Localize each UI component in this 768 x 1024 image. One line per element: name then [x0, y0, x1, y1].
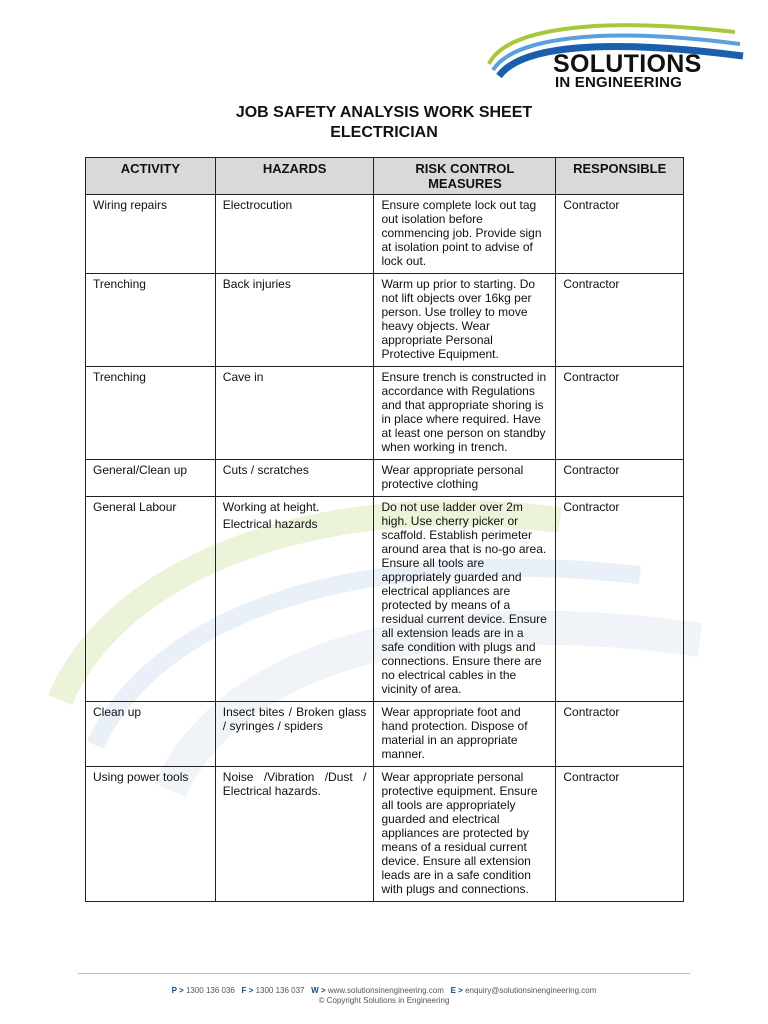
responsible-cell: Contractor: [556, 195, 684, 274]
activity-cell: General Labour: [86, 497, 216, 702]
measures-cell: Do not use ladder over 2m high. Use cherry picker or scaffold. Establish perimeter around area that is no-go area. Ensure all tools are appropriately guarded and electrical appliances are protected by means of a residual current device. Ensure all extension leads are in a safe condition with plugs and connections. Ensure there are no electrical cables in the vicinity of area.: [374, 497, 556, 702]
table-row: [86, 195, 684, 274]
table-row: [86, 367, 684, 460]
footer-copyright: © Copyright Solutions in Engineering: [318, 996, 450, 1005]
activity-cell: Using power tools: [86, 767, 216, 902]
hazards-cell: Noise /Vibration /Dust / Electrical hazards.: [215, 767, 374, 902]
measures-cell: Ensure complete lock out tag out isolation before commencing job. Provide sign at isolation point to advise of lock out.: [374, 195, 556, 274]
measures-cell: Wear appropriate personal protective clothing: [374, 460, 556, 497]
footer-contact-line: [78, 986, 690, 995]
footer-fax-label: F >: [241, 986, 254, 995]
logo-text-in-engineering: IN ENGINEERING: [555, 74, 682, 91]
measures-cell: Wear appropriate personal protective equipment. Ensure all tools are appropriately guarded and electrical appliances are protected by means of a residual current device. Ensure all extension leads are in a safe condition with plugs and connections.: [374, 767, 556, 902]
activity-cell: Wiring repairs: [86, 195, 216, 274]
responsible-cell: Contractor: [556, 274, 684, 367]
footer-web-label: W >: [311, 986, 326, 995]
measures-cell: Wear appropriate foot and hand protection. Dispose of material in an appropriate manner.: [374, 702, 556, 767]
table-header-row: [86, 158, 684, 195]
hazards-cell: Cuts / scratches: [215, 460, 374, 497]
header-responsible: RESPONSIBLE: [556, 158, 684, 195]
table-row: [86, 497, 684, 702]
responsible-cell: Contractor: [556, 367, 684, 460]
table-row: [86, 767, 684, 902]
hazards-cell: [215, 497, 374, 702]
measures-cell: Warm up prior to starting. Do not lift objects over 16kg per person. Use trolley to move heavy objects. Wear appropriate Personal Protective Equipment.: [374, 274, 556, 367]
header-hazards: HAZARDS: [215, 158, 374, 195]
table-row: [86, 274, 684, 367]
measures-cell: Ensure trench is constructed in accordance with Regulations and that appropriate shoring is in place where required. Have at least one person on standby when working in trench.: [374, 367, 556, 460]
hazard-line: Working at height.: [222, 500, 320, 514]
activity-cell: Clean up: [86, 702, 216, 767]
hazards-cell: Cave in: [215, 367, 374, 460]
activity-cell: Trenching: [86, 367, 216, 460]
hazards-cell: Back injuries: [215, 274, 374, 367]
table-row: [86, 702, 684, 767]
responsible-cell: Contractor: [556, 497, 684, 702]
header-activity: ACTIVITY: [86, 158, 216, 195]
responsible-cell: Contractor: [556, 702, 684, 767]
activity-cell: Trenching: [86, 274, 216, 367]
footer-email-link[interactable]: enquiry@solutionsinengineering.com: [465, 986, 597, 995]
page-footer: [78, 973, 690, 1018]
hazards-cell: Insect bites / Broken glass / syringes / spiders: [215, 702, 374, 767]
table-row: [86, 460, 684, 497]
footer-phone-label: P >: [171, 986, 184, 995]
logo-text-solutions: SOLUTIONS: [553, 50, 702, 78]
footer-phone: 1300 136 036: [185, 986, 235, 995]
header-risk-control-measures: RISK CONTROL MEASURES: [374, 158, 556, 195]
footer-web-link[interactable]: www.solutionsinengineering.com: [327, 986, 444, 995]
page-title: JOB SAFETY ANALYSIS WORK SHEET: [235, 104, 533, 121]
footer-email-label: E >: [450, 986, 463, 995]
safety-table: [85, 157, 684, 902]
responsible-cell: Contractor: [556, 767, 684, 902]
responsible-cell: Contractor: [556, 460, 684, 497]
hazard-line: Electrical hazards: [222, 517, 318, 531]
page-subtitle: ELECTRICIAN: [330, 124, 438, 141]
company-logo: [485, 14, 747, 98]
activity-cell: General/Clean up: [86, 460, 216, 497]
footer-fax: 1300 136 037: [255, 986, 305, 995]
hazards-cell: Electrocution: [215, 195, 374, 274]
